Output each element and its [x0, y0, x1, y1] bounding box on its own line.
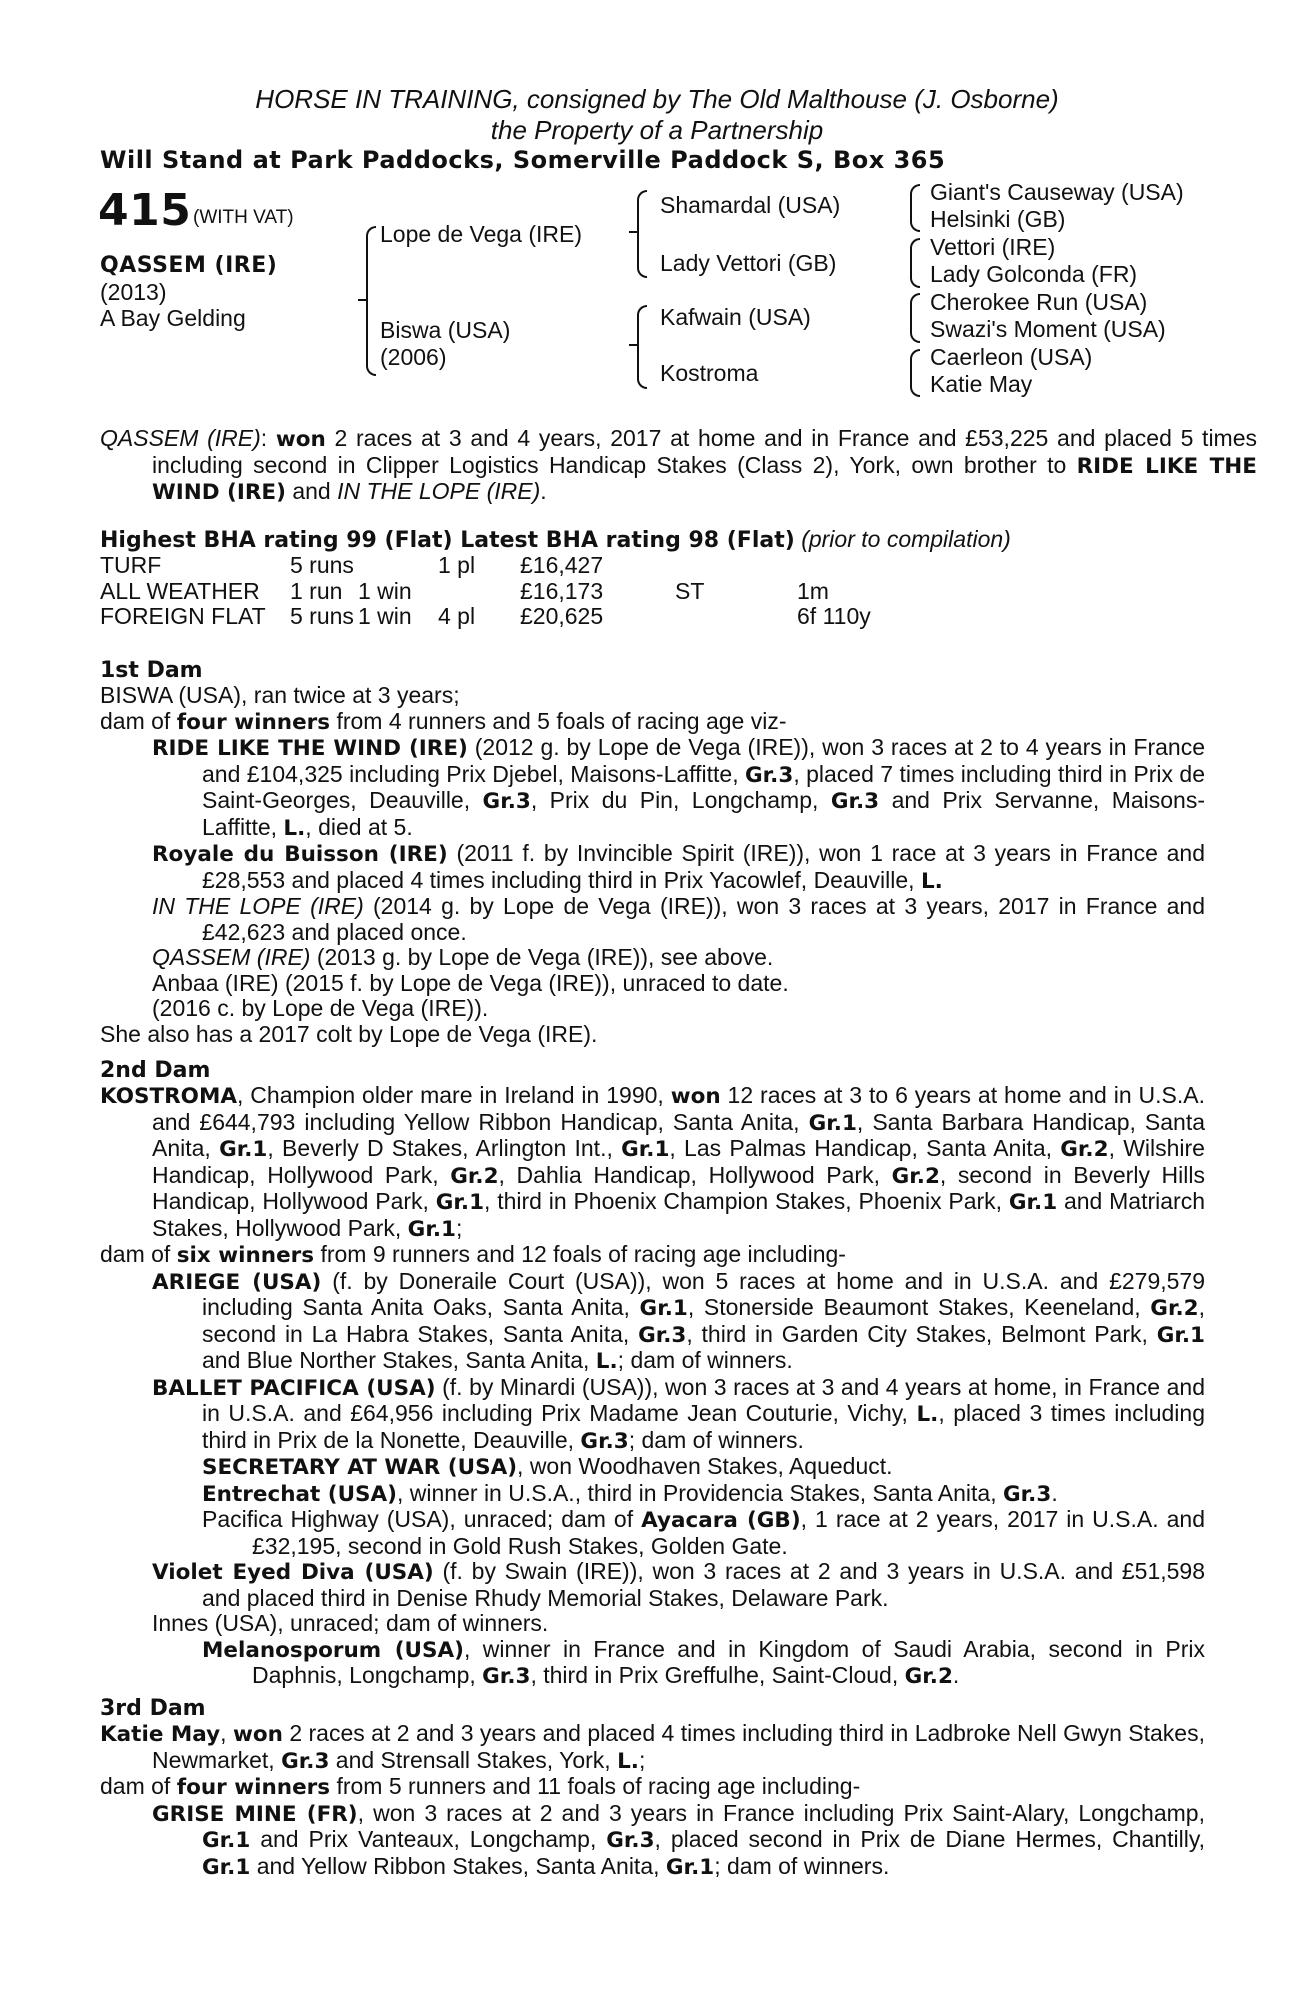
grandproduce-entry: [100, 1637, 1205, 1690]
foaling-year: (2013): [100, 279, 167, 305]
listed: L.: [617, 1748, 639, 1774]
text: , Beverly D Stakes, Arlington Int.,: [267, 1135, 622, 1161]
race-record-wins: [358, 553, 438, 579]
won-label: won: [275, 427, 326, 452]
pedigree-ddd: Katie May: [930, 371, 1033, 397]
race-record-runs: 1 run: [290, 577, 343, 604]
text: (f. by Swain (IRE)), won 3 races at 2 and 3 years in U.S.A. and £51,598 and placed third in Denise Rhudy Memorial Stakes, Delaware Park.: [202, 1558, 1206, 1611]
produce-entry: [100, 1559, 1205, 1611]
race-record-pl: 1 pl: [438, 552, 476, 578]
second-dam-produce-summary: [100, 1242, 1205, 1269]
race-record-wins: 1 win: [358, 603, 412, 629]
dam-name: Katie May: [100, 1722, 221, 1747]
grade: Gr.3: [830, 789, 880, 814]
text: and Prix Vanteaux, Longchamp,: [250, 1826, 607, 1852]
produce-entry: [100, 841, 1205, 894]
text: , Dahlia Handicap, Hollywood Park,: [498, 1161, 892, 1188]
text: , winner in France and in Kingdom of Saudi Arabia, second in Prix Daphnis, Longchamp,: [252, 1635, 1206, 1688]
second-dam-record: [100, 1083, 1205, 1242]
text: and Matriarch Stakes, Hollywood Park,: [152, 1188, 1205, 1241]
race-record-surface: [675, 604, 797, 630]
text: .: [1051, 1479, 1058, 1506]
race-record-type: FOREIGN FLAT: [100, 603, 266, 629]
text: and Strensall Stakes, York,: [329, 1746, 618, 1773]
text: , winner in U.S.A., third in Providencia Stakes, Santa Anita,: [397, 1479, 1003, 1506]
pedigree-sds: Vettori (IRE): [930, 234, 1056, 260]
produce-entry: [100, 735, 1205, 841]
summary-text: and: [285, 478, 338, 504]
text: and Prix Servanne, Maisons-Laffitte,: [202, 787, 1205, 840]
second-dam-heading: 2nd Dam: [100, 1058, 211, 1083]
sibling-name: RIDE LIKE THE WIND (IRE): [152, 453, 1257, 505]
text: (2013 g. by Lope de Vega (IRE)), see above.: [310, 944, 774, 970]
text: ; dam of winners.: [617, 1347, 793, 1373]
consignor-line: HORSE IN TRAINING, consigned by The Old Malthouse (J. Osborne): [255, 84, 1059, 114]
text: , second in La Habra Stakes, Santa Anita,: [202, 1294, 1205, 1347]
race-record-runs: 5 runs: [290, 552, 354, 578]
text: , Stonerside Beaumont Stakes, Keeneland,: [687, 1294, 1151, 1320]
text: (2011 f. by Invincible Spirit (IRE)), won 1 race at 3 years in France and £28,553 and placed 4 times including third in Prix Yacowlef, Deauville,: [202, 840, 1205, 893]
produce-name: Ayacara (GB): [641, 1508, 801, 1533]
grade: Gr.2: [904, 1664, 953, 1689]
grade: Gr.1: [407, 1216, 456, 1242]
pedigree-brace-ss: [910, 184, 920, 232]
rating-heading: [100, 527, 1011, 554]
text: and Blue Norther Stakes, Santa Anita,: [202, 1347, 596, 1373]
race-record-type: TURF: [100, 552, 162, 578]
grade: Gr.2: [1150, 1296, 1199, 1321]
pedigree-sdd: Lady Golconda (FR): [930, 261, 1138, 287]
text: from 9 runners and 12 foals of racing age including-: [314, 1241, 846, 1267]
pedigree-brace-dd: [910, 349, 920, 397]
race-record-type: ALL WEATHER: [100, 577, 260, 604]
race-record-table: [100, 553, 897, 630]
grade: Gr.1: [202, 1854, 251, 1880]
first-dam-line: BISWA (USA), ran twice at 3 years;: [100, 682, 460, 708]
grade: Gr.3: [482, 789, 531, 814]
first-dam-heading: 1st Dam: [100, 658, 203, 683]
vat-note: (WITH VAT): [193, 207, 294, 228]
owner-line: the Property of a Partnership: [490, 115, 824, 145]
text: .: [952, 1662, 960, 1688]
horse-summary: QASSEM (IRE): won 2 races at 3 and 4 years, 2017 at home and in France and £53,225 and placed 5 times including second in Clipper Logistics Handicap Stakes (Class 2), York, own brother to RIDE LIKE THE WIND (IRE) and IN THE LOPE (IRE).: [100, 425, 1258, 505]
listed: L.: [283, 815, 306, 841]
text: , Prix du Pin, Longchamp,: [530, 787, 831, 813]
text: , won 3 races at 2 and 3 years in France including Prix Saint-Alary, Longchamp,: [357, 1799, 1205, 1826]
grade: Gr.1: [1008, 1190, 1058, 1215]
pedigree-dam-dam: Kostroma: [660, 360, 759, 386]
produce-name: BALLET PACIFICA (USA): [152, 1375, 436, 1401]
grade: Gr.1: [639, 1296, 688, 1321]
third-dam-produce-summary: [100, 1774, 1205, 1801]
text: from 5 runners and 11 foals of racing age including-: [330, 1773, 861, 1799]
pedigree-brace-sire: [637, 190, 647, 278]
produce-name: GRISE MINE (FR): [152, 1801, 358, 1827]
produce-name: QASSEM (IRE): [152, 944, 311, 970]
text: , Champion older mare in Ireland in 1990,: [237, 1082, 671, 1108]
winners-count: four winners: [176, 1775, 331, 1800]
grandproduce-entry: [100, 1507, 1205, 1559]
third-dam-section: [100, 1721, 1205, 1880]
text: ; dam of winners.: [714, 1852, 890, 1879]
pedigree-dam-year: (2006): [380, 344, 447, 370]
stand-location: Will Stand at Park Paddocks, Somerville Paddock S, Box 365: [100, 146, 946, 174]
race-record-pl: 4 pl: [438, 603, 476, 629]
rating-heading-text: Highest BHA rating 99 (Flat) Latest BHA rating 98 (Flat): [100, 528, 795, 553]
produce-name: Royale du Buisson (IRE): [152, 842, 448, 867]
grade: Gr.1: [219, 1137, 268, 1162]
text: , won Woodhaven Stakes, Aqueduct.: [517, 1453, 893, 1479]
grandproduce-entry: [100, 1481, 1205, 1508]
winners-count: four winners: [176, 709, 331, 735]
pedigree-brace-sire-dam: [366, 226, 376, 376]
race-record-pl: [438, 579, 520, 605]
listed: L.: [916, 1402, 939, 1427]
race-record-wins: 1 win: [358, 577, 412, 604]
produce-entry: [100, 1375, 1205, 1455]
text: , third in Phoenix Champion Stakes, Phoenix Park,: [484, 1188, 1009, 1214]
text: , 1 race at 2 years, 2017 in U.S.A. and £32,195, second in Gold Rush Stakes, Golden Gate.: [252, 1506, 1205, 1559]
summary-horse-name: QASSEM (IRE): [100, 425, 261, 451]
first-dam-section: [100, 683, 1205, 1047]
horse-name: QASSEM (IRE): [100, 253, 278, 278]
produce-name: RIDE LIKE THE WIND (IRE): [152, 736, 468, 761]
pedigree-sire: Lope de Vega (IRE): [380, 221, 583, 247]
grade: Gr.3: [1003, 1481, 1052, 1507]
produce-name: Violet Eyed Diva (USA): [152, 1560, 434, 1585]
grade: Gr.3: [606, 1828, 655, 1853]
text: (2012 g. by Lope de Vega (IRE)), won 3 races at 2 to 4 years in France and £104,325 including Prix Djebel, Maisons-Laffitte,: [202, 734, 1206, 787]
text: , Las Palmas Handicap, Santa Anita,: [669, 1135, 1061, 1161]
horse-description: A Bay Gelding: [100, 305, 246, 331]
listed: L.: [595, 1349, 618, 1374]
race-record-money: £16,427: [520, 552, 604, 578]
text: ; dam of winners.: [628, 1426, 804, 1453]
grade: Gr.1: [202, 1828, 251, 1853]
won-label: won: [670, 1084, 721, 1109]
text: dam of: [100, 707, 177, 734]
produce-name: SECRETARY AT WAR (USA): [202, 1455, 518, 1480]
first-dam-produce-summary: [100, 709, 1205, 736]
grade: Gr.2: [891, 1163, 940, 1189]
race-record-surface: [675, 553, 797, 579]
lot-number: 415: [98, 185, 192, 236]
pedigree-brace-tick: [629, 231, 637, 233]
text: , second in Beverly Hills Handicap, Hollywood Park,: [152, 1161, 1205, 1214]
produce-entry: Innes (USA), unraced; dam of winners.: [152, 1610, 549, 1636]
rating-note: (prior to compilation): [801, 526, 1011, 552]
third-dam-record: [100, 1721, 1205, 1774]
grade: Gr.3: [745, 762, 794, 788]
text: 12 races at 3 to 6 years at home and in U.S.A. and £644,793 including Yellow Ribbon Handicap, Santa Anita,: [152, 1082, 1205, 1135]
grade: Gr.1: [435, 1190, 485, 1215]
pedigree-dds: Caerleon (USA): [930, 344, 1093, 370]
text: and Yellow Ribbon Stakes, Santa Anita,: [250, 1852, 666, 1879]
text: , placed 7 times including third in Prix de Saint-Georges, Deauville,: [202, 760, 1206, 813]
produce-entry: [100, 1801, 1205, 1881]
summary-text: 2 races at 3 and 4 years, 2017 at home and in France and £53,225 and placed 5 times including second in Clipper Logistics Handicap Stakes (Class 2), York, own brother to: [152, 425, 1258, 478]
race-record-row: [100, 579, 897, 605]
pedigree-dam-sire: Kafwain (USA): [660, 304, 811, 330]
pedigree-dss: Cherokee Run (USA): [930, 289, 1148, 315]
pedigree-brace-dam: [637, 305, 647, 389]
text: (f. by Minardi (USA)), won 3 races at 3 and 4 years at home, in France and in U.S.A. and £64,956 including Prix Madame Jean Couturie, Vichy,: [202, 1373, 1205, 1426]
text: ,: [220, 1720, 233, 1746]
pedigree-dam: Biswa (USA): [380, 317, 511, 343]
produce-entry: [100, 945, 1205, 971]
pedigree-brace-tick: [358, 299, 366, 301]
race-record-money: £16,173: [520, 577, 604, 604]
pedigree-brace-sd: [910, 238, 920, 288]
grandproduce-entry: [100, 1454, 1205, 1481]
text: , died at 5.: [305, 813, 413, 840]
race-record-runs: 5 runs: [290, 603, 354, 629]
pedigree-brace-tick: [629, 344, 637, 346]
produce-name: IN THE LOPE (IRE): [152, 893, 364, 919]
grade: Gr.2: [450, 1163, 499, 1189]
grade: Gr.3: [482, 1664, 531, 1689]
grade: Gr.3: [580, 1428, 629, 1454]
text: , third in Garden City Stakes, Belmont Park,: [686, 1320, 1157, 1347]
winners-count: six winners: [176, 1243, 315, 1268]
race-record-dist: 6f 110y: [797, 603, 871, 629]
produce-entry: [100, 1269, 1205, 1375]
produce-name: Entrechat (USA): [202, 1481, 398, 1507]
race-record-surface: ST: [675, 577, 705, 604]
grade: Gr.1: [621, 1137, 670, 1162]
produce-entry: Anbaa (IRE) (2015 f. by Lope de Vega (IRE)), unraced to date.: [152, 969, 789, 996]
grade: Gr.1: [665, 1854, 715, 1880]
pedigree-ssd: Helsinki (GB): [930, 206, 1066, 232]
first-dam-also: She also has a 2017 colt by Lope de Vega (IRE).: [100, 1020, 598, 1047]
listed: L.: [920, 868, 943, 894]
text: , Wilshire Handicap, Hollywood Park,: [152, 1135, 1205, 1188]
text: , placed 3 times including third in Prix de la Nonette, Deauville,: [202, 1400, 1205, 1453]
produce-name: ARIEGE (USA): [152, 1269, 322, 1295]
text: dam of: [100, 1773, 177, 1799]
pedigree-sire-dam: Lady Vettori (GB): [660, 250, 837, 276]
text: dam of: [100, 1241, 177, 1267]
text: from 4 runners and 5 foals of racing age viz-: [330, 707, 787, 734]
text: (f. by Doneraile Court (USA)), won 5 races at home and in U.S.A. and £279,579 including Santa Anita Oaks, Santa Anita,: [202, 1267, 1206, 1320]
text: , placed second in Prix de Diane Hermes, Chantilly,: [654, 1826, 1205, 1852]
text: ;: [455, 1214, 463, 1241]
grade: Gr.3: [281, 1748, 330, 1774]
grade: Gr.3: [638, 1322, 687, 1348]
text: ;: [638, 1746, 646, 1773]
race-record-dist: 1m: [797, 577, 829, 604]
text: 2 races at 2 and 3 years and placed 4 times including third in Ladbroke Nell Gwyn Stakes, Newmarket,: [152, 1720, 1205, 1773]
won-label: won: [232, 1722, 283, 1747]
race-record-dist: [797, 553, 897, 579]
pedigree-brace-ds: [910, 293, 920, 343]
second-dam-section: [100, 1083, 1205, 1690]
text: Pacifica Highway (USA), unraced; dam of: [202, 1506, 642, 1532]
grade: Gr.1: [808, 1110, 857, 1136]
pedigree-sss: Giant's Causeway (USA): [930, 179, 1184, 205]
third-dam-heading: 3rd Dam: [100, 1696, 206, 1721]
text: (2014 g. by Lope de Vega (IRE)), won 3 races at 3 years, 2017 in France and £42,623 and placed once.: [202, 893, 1205, 945]
produce-entry: (2016 c. by Lope de Vega (IRE)).: [152, 995, 489, 1021]
produce-entry: [100, 894, 1205, 945]
race-record-money: £20,625: [520, 603, 604, 629]
race-record-row: [100, 553, 897, 579]
pedigree-dsd: Swazi's Moment (USA): [930, 316, 1166, 342]
race-record-row: [100, 604, 897, 630]
dam-name: KOSTROMA: [100, 1084, 237, 1109]
grade: Gr.1: [1156, 1322, 1205, 1348]
pedigree-sire-sire: Shamardal (USA): [660, 192, 841, 218]
produce-name: Melanosporum (USA): [202, 1637, 464, 1663]
text: , Santa Barbara Handicap, Santa Anita,: [152, 1108, 1206, 1161]
text: , third in Prix Greffulhe, Saint-Cloud,: [530, 1662, 905, 1688]
grade: Gr.2: [1060, 1137, 1109, 1162]
sibling-name: IN THE LOPE (IRE): [337, 478, 541, 504]
summary-text: .: [540, 478, 547, 504]
